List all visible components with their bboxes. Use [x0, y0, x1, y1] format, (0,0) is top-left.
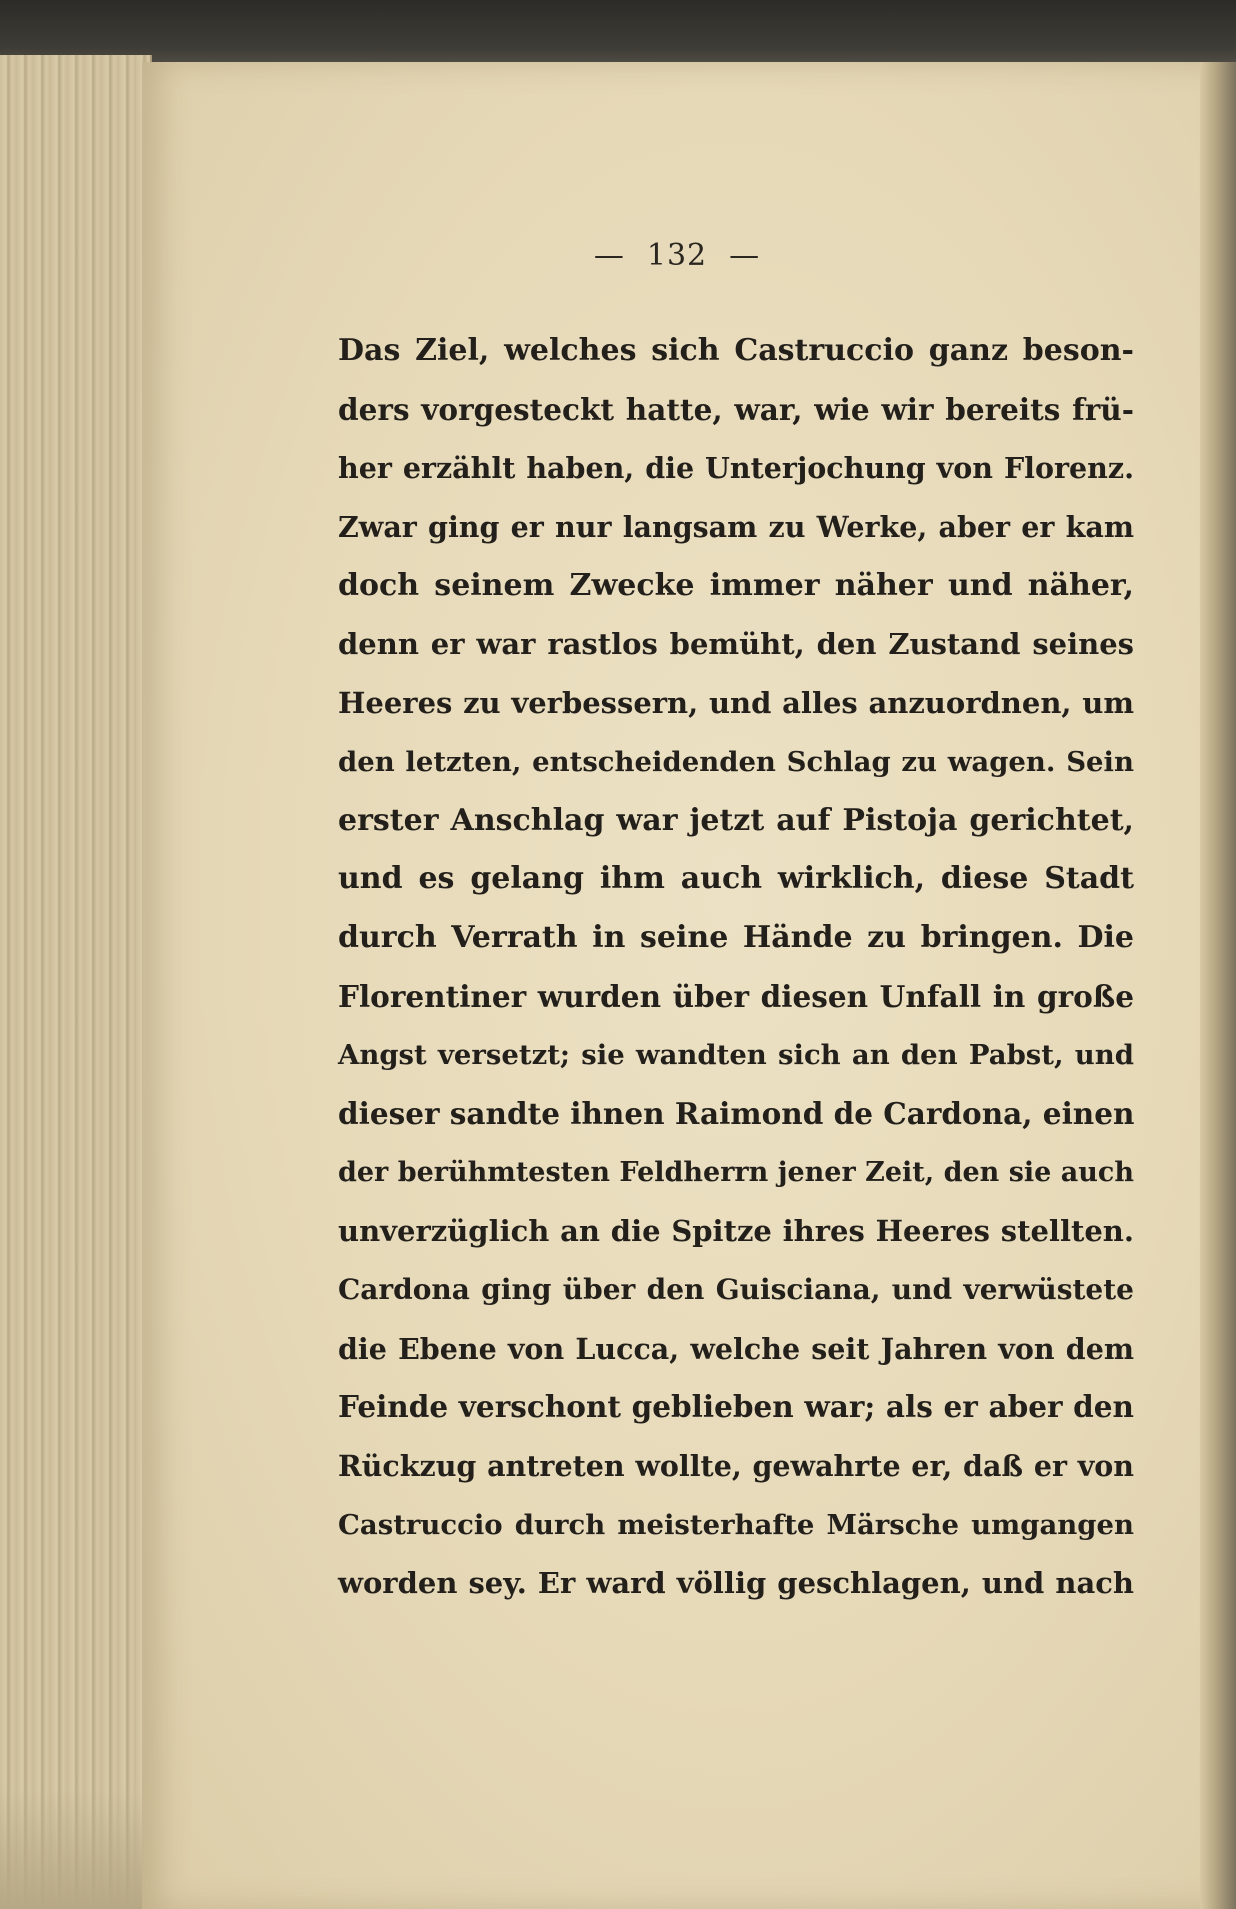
- text-line: und es gelang ihm auch wirklich, diese Stadt: [338, 861, 1134, 897]
- text-line: her erzählt haben, die Unterjochung von Florenz.: [338, 451, 1134, 486]
- header-dash-left: —: [593, 238, 625, 273]
- header-dash-right: —: [729, 238, 761, 273]
- text-line: erster Anschlag war jetzt auf Pistoja gerichtet,: [338, 802, 1134, 838]
- text-line: dieser sandte ihnen Raimond de Cardona, einen: [338, 1095, 1135, 1131]
- text-line: Cardona ging über den Guisciana, und verwüstete: [338, 1273, 1134, 1306]
- book-cover-edge: [0, 0, 1236, 70]
- text-line: denn er war rastlos bemüht, den Zustand seines: [338, 627, 1134, 662]
- page-gutter-shadow: [1200, 62, 1236, 1909]
- page-header: [142, 238, 1212, 273]
- text-line: Castruccio durch meisterhafte Märsche umgangen: [338, 1508, 1134, 1541]
- text-line: Zwar ging er nur langsam zu Werke, aber er kam: [338, 510, 1134, 545]
- text-line: Florentiner wurden über diesen Unfall in große: [338, 978, 1134, 1014]
- text-line: der berühmtesten Feldherrn jener Zeit, den sie auch: [338, 1156, 1134, 1188]
- text-line: ders vorgesteckt hatte, war, wie wir bereits frü-: [338, 391, 1134, 427]
- text-line: doch seinem Zwecke immer näher und näher,: [338, 567, 1134, 603]
- body-text: [338, 322, 1134, 1613]
- text-line: Angst versetzt; sie wandten sich an den Pabst, und: [338, 1039, 1134, 1072]
- text-line: den letzten, entscheidenden Schlag zu wagen. Sein: [338, 745, 1134, 778]
- text-line: die Ebene von Lucca, welche seit Jahren von dem: [338, 1331, 1134, 1366]
- text-line: worden sey. Er ward völlig geschlagen, und nach: [338, 1566, 1134, 1601]
- text-line: unverzüglich an die Spitze ihres Heeres stellten.: [338, 1214, 1134, 1249]
- text-line: Heeres zu verbessern, und alles anzuordnen, um: [338, 686, 1134, 721]
- text-line: Rückzug antreten wollte, gewahrte er, daß er von: [338, 1449, 1134, 1484]
- page-stack-edges: [0, 55, 152, 1909]
- text-line: Feinde verschont geblieben war; als er aber den: [338, 1389, 1134, 1425]
- text-line: Das Ziel, welches sich Castruccio ganz beson-: [338, 333, 1134, 368]
- text-line: durch Verrath in seine Hände zu bringen. Die: [338, 919, 1134, 955]
- page-number: 132: [646, 238, 708, 273]
